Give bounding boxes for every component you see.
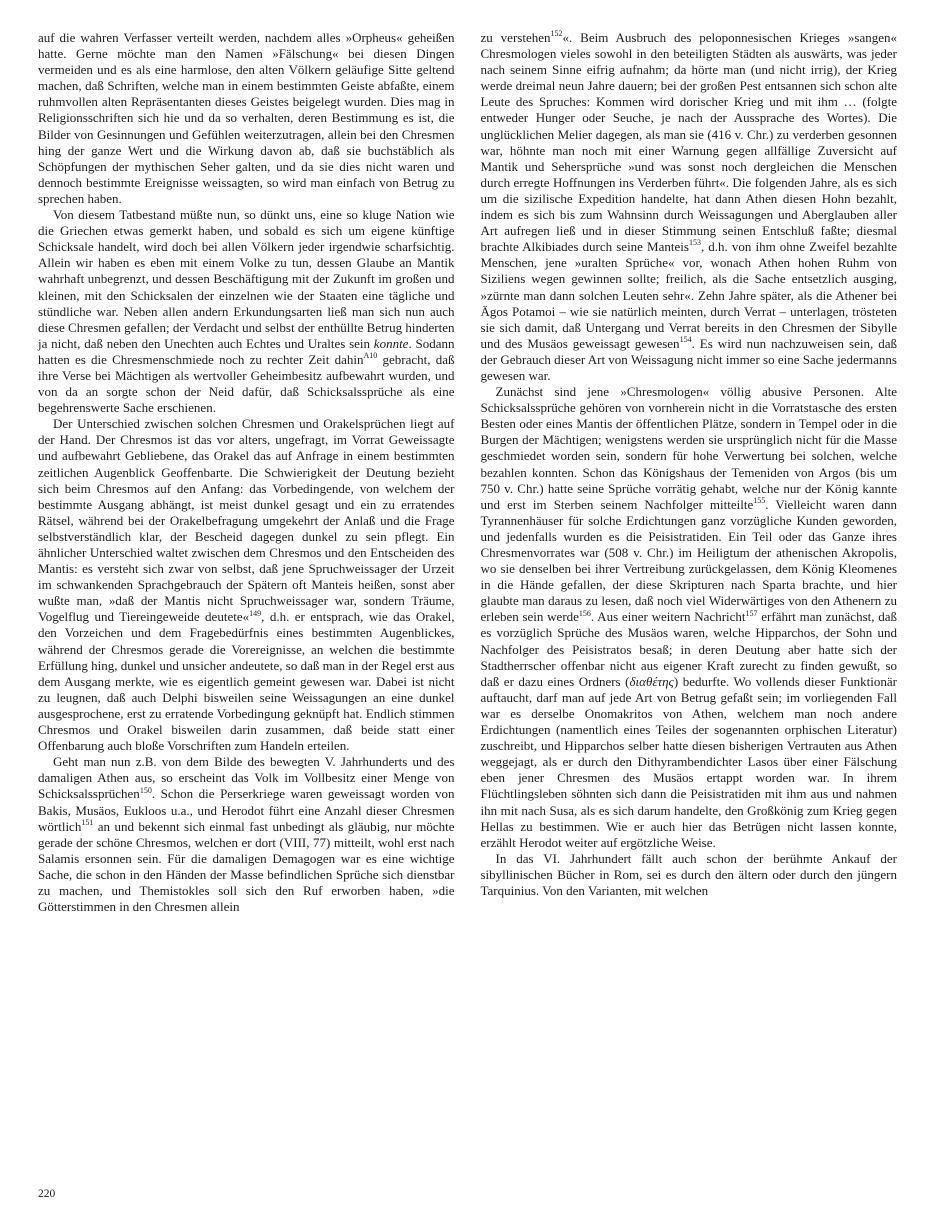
paragraph: auf die wahren Verfasser verteilt werden, nachdem alles »Orpheus« geheißen hatte. Gerne möchte man den Namen »Fälschung« bei diesen Dingen vermeiden und es als eine harmlose, den alten Völkern geläufige Sitte geltend machen, daß Schriften, welche man in einem bestimmten Geiste abfaßte, einem ruhmvollen alten Repräsentanten dieses Geistes beigelegt wurden. Dies mag in Religionsschriften sich hie und da so verhalten, deren Bestimmung es ist, die Bilder von Gesinnungen und Gefühlen weiterzutragen, allein bei den Chresmen hing der ganze Wert und die Wirkung davon ab, daß sie buchstäblich als Schöpfungen der mythischen Seher galten, und da sie dies nicht waren und dennoch bestimmte Ereignisse weissagten, so wird man einfach von Betrug zu sprechen haben. [38,30,455,206]
paragraph: Geht man nun z.B. von dem Bilde des bewegten V. Jahrhunderts und des damaligen Athen aus, so erscheint das Volk im Vollbesitz einer Menge von Schicksalssprüchen$^{150}$. Schon die Perserkriege waren geweissagt worden von Bakis, Musäos, Eukloos u.a., und Herodot führt eine Anzahl dieser Chresmen wörtlich$^{151}$ an und bekennt sich einmal fast unbedingt als gläubig, nur möchte gerade der schöne Chresmos, welchen er dort (VIII, 77) mitteilt, wohl erst nach Salamis ersonnen sein. Für die damaligen Demagogen war es eine wichtige Sache, die schon in den Händen der Masse befindlichen Sprüche sich dienstbar zu machen, und Themistokles soll sich den Ruf erworben haben, »die Götterstimmen in den Chresmen allein [38,754,455,915]
text-columns [38,30,897,915]
footnote-ref: 150 [139,785,152,795]
paragraph: zu verstehen$^{152}$«. Beim Ausbruch des peloponnesischen Krieges »sangen« Chresmologen vieles sowohl in den beteiligten Städten als auswärts, was jeder nach seinem Sinne eifrig aufnahm; da hörte man (und nicht irrig), der Krieg werde dreimal neun Jahre dauern; bei der großen Pest entsannen sich schon alte Leute des Spruches: Kommen wird dorischer Krieg und mit ihm … (folgte entweder Hunger oder Seuche, je nach der Aussprache des Wortes). Die unglücklichen Melier dagegen, als man sie (416 v. Chr.) zu verderben gesonnen war, höhnte man noch mit einer Warnung gegen allfällige Zuversicht auf Mantik und Sehersprüche »und was sonst noch dergleichen die Menschen durch erregte Hoffnungen ins Verderben führt«. Die folgenden Jahre, als es sich um die sizilische Expedition handelte, hat dann Athen diesen Hohn bezahlt, indem es sich bis zum Wahnsinn durch Weissagungen und Aberglauben aller Art aufregen ließ und in dieser Stimmung seinen Entschluß faßte; diesmal brachte Alkibiades durch seine Manteis$^{153}$, d.h. von ihm ohne Zweifel bezahlte Menschen, jene »uralten Sprüche« vor, wonach Athen hohen Ruhm von Siziliens wegen gewinnen sollte; freilich, als die Sache entsetzlich ausging, »zürnte man dann solchen Leuten sehr«. Zehn Jahre später, als die Athener bei Ägos Potamoi – wie sie natürlich meinten, durch Verrat – unterlagen, trösteten sie sich damit, daß Untergang und Verrat bereits in den Chresmen der Sibylle und des Musäos geweissagt gewesen$^{154}$. Es wird nun nachzuweisen sein, daß der Gebrauch dieser Art von Weissagung nicht immer so eine Sache jedermanns gewesen war. [480,29,897,383]
paragraph: Von diesem Tatbestand müßte nun, so dünkt uns, eine so kluge Nation wie die Griechen etwas gemerkt haben, und sobald es sich um eigene künftige Schicksale handelt, wird doch bei allen Völkern jeder irgendwie scharfsichtig. Allein wir haben es eben mit einem Volke zu tun, dessen Glaube an Mantik wahrhaft unbegrenzt, und dessen Beschäftigung mit der Zukunft im großen und kleinen, mit den Schicksalen der einzelnen wie der Staaten eine tägliche und stündliche war. Neben allen andern Erkundungsarten ließ man sich nun auch diese Chresmen gefallen; der Verdacht und selbst der enthüllte Betrug hinderten ja nicht, daß neben den Unechten auch Echtes und Uraltes sein konnte. Sodann hatten es die Chresmenschmiede noch zu rechter Zeit dahin$^{A10}$ gebracht, daß ihre Verse bei Mächtigen als wertvoller Geheimbesitz aufbewahrt wurden, und von da an sorgte schon der Neid dafür, daß Schicksalssprüche als eine begehrenswerte Sache erschienen. [38,207,455,416]
footnote-ref: 149 [249,608,262,618]
footnote-ref: 152 [550,29,563,39]
footnote-ref: 155 [753,495,766,505]
paragraph: Der Unterschied zwischen solchen Chresmen und Orakelsprüchen liegt auf der Hand. Der Chresmos ist das vor alters, ungefragt, im Vorrat Geweissagte und aufbewahrt Gebliebene, das Orakel das auf Anfrage in einem bestimmten zeitlichen Augenblick Geoffenbarte. Die Schwierigkeit der Deutung bezieht sich beim Chresmos auf den Anfang: das Vorbedingende, von welchem der bestimmte Ausgang abhängt, ist meist dunkel gesagt und ein zu erratendes Rätsel, während bei der Orakelbefragung umgekehrt der Anlaß und die Frage selbstverständlich klar, der Bescheid dagegen dunkel zu sein pflegt. Ein ähnlicher Unterschied waltet zwischen dem Chresmos und den Entscheiden des Mantis: es versteht sich zwar von selbst, daß jene Spruchweissager der Urzeit im schwankenden Sprachgebrauch der Spätern oft Manteis heißen, sonst aber wußte man, »daß der Mantis nicht Spruchweissager war, sondern Träume, Vogelflug und Tiereingeweide deutete«$^{149}$, d.h. er entsprach, wie das Orakel, den Vorzeichen und dem Fragebedürfnis eines bestimmten Augenblickes, während der Chresmos gerade die Vorereignisse, an welchen die bestimmte Erfüllung hing, dunkel und unsicher andeutete, so daß man in der Regel erst aus dem Ausgang merkte, wie es eigentlich gemeint gewesen war. Dabei ist nicht zu leugnen, daß auch Delphi bisweilen seine Weissagungen an eine dunkel ausgesprochene, erst zu erratende Vorbedingung geknüpft hat. Endlich stimmen Chresmos und Orakel bisweilen darin zusammen, daß beide statt einer Offenbarung auch bloße Vorschriften zum Handeln erteilen. [38,416,455,754]
paragraph: In das VI. Jahrhundert fällt auch schon der berühmte Ankauf der sibyllinischen Bücher in Rom, sei es durch den ältern oder durch den jüngern Tarquinius. Von den Varianten, mit welchen [480,850,897,898]
page-number: 220 [38,1188,56,1200]
paragraph: Zunächst sind jene »Chresmologen« völlig abusive Personen. Alte Schicksalssprüche gehören von vornherein nicht in die Vorratstasche des ersten Besten oder eines Mantis der öffentlichen Plätze, sondern in Tempel oder in die Burgen der Mächtigen; wenigstens werden sie ursprünglich nicht für die Masse geschmiedet worden sein, sondern für hohe Verwertung bei solchen, welche bezahlen konnten. Schon das Königshaus der Temeniden von Argos (bis um 750 v. Chr.) hatte seine Sprüche vorrätig gehabt, welche nur der König kannte und erst im Sterben seinem Nachfolger mitteilte$^{155}$. Vielleicht waren dann Tyrannenhäuser für solche Erdichtungen ganz vorzügliche Kunden geworden, und jedenfalls wurden es die Peisistratiden. Ein Teil oder das Ganze ihres Chresmenvorrates war (508 v. Chr.) im Heiligtum der athenischen Akropolis, wo sie denselben bei ihrer Vertreibung zurückgelassen, dem König Kleomenes in die Hände gefallen, der diese Skripturen nach Sparta brachte, und hier glaubte man daraus zu lesen, daß noch viel Widerwärtiges von den Athenern zu erleben sein werde$^{156}$. Aus einer weitern Nachricht$^{157}$ erfährt man zunächst, daß es vorzüglich Sprüche des Musäos waren, welche Hipparchos, der Sohn und Nachfolger des Peisistratos besaß; in deren Deutung aber hatte sich der Stadtherrscher offenbar nicht aus eigener Kraft zurecht zu finden gewußt, so daß er dazu eines Ordners (διαθέτης) bedurfte. Wo vollends dieser Funktionär auftaucht, darf man auf jede Art von Betrug gefaßt sein; im vorliegenden Fall war es derselbe Onomakritos von Athen, welchem man noch andere Erdichtungen (namentlich eines Teiles der sogenannten orphischen Literatur) zuschreibt, und Hipparchos selber hatte diesen bisherigen Vertrauten aus Athen weggejagt, als er durch den Dithyrambendichter Lasos über einer Fälschung eben jener Chresmen des Musäos ertappt worden war. In ihrem Flüchtlingsleben söhnten sich dann die Peisistratiden mit ihm aus und nahmen ihn mit nach Susa, als es sich darum handelte, den Großkönig zum Krieg gegen Hellas zu bestimmen. Wie er auch hier das Betrügen nicht lassen konnte, erzählt Herodot weiter auf ergötzliche Weise. [480,384,898,850]
footnote-ref: 151 [81,817,94,827]
italic-term: διαθέτης [629,673,674,689]
footnote-ref: A10 [363,351,378,361]
right-column [481,30,898,915]
left-column [38,30,455,915]
footnote-ref: 154 [679,334,692,344]
footnote-ref: 153 [688,238,701,248]
footnote-ref: 157 [745,608,758,618]
italic-term: konnte [373,335,409,351]
footnote-ref: 156 [578,608,591,618]
